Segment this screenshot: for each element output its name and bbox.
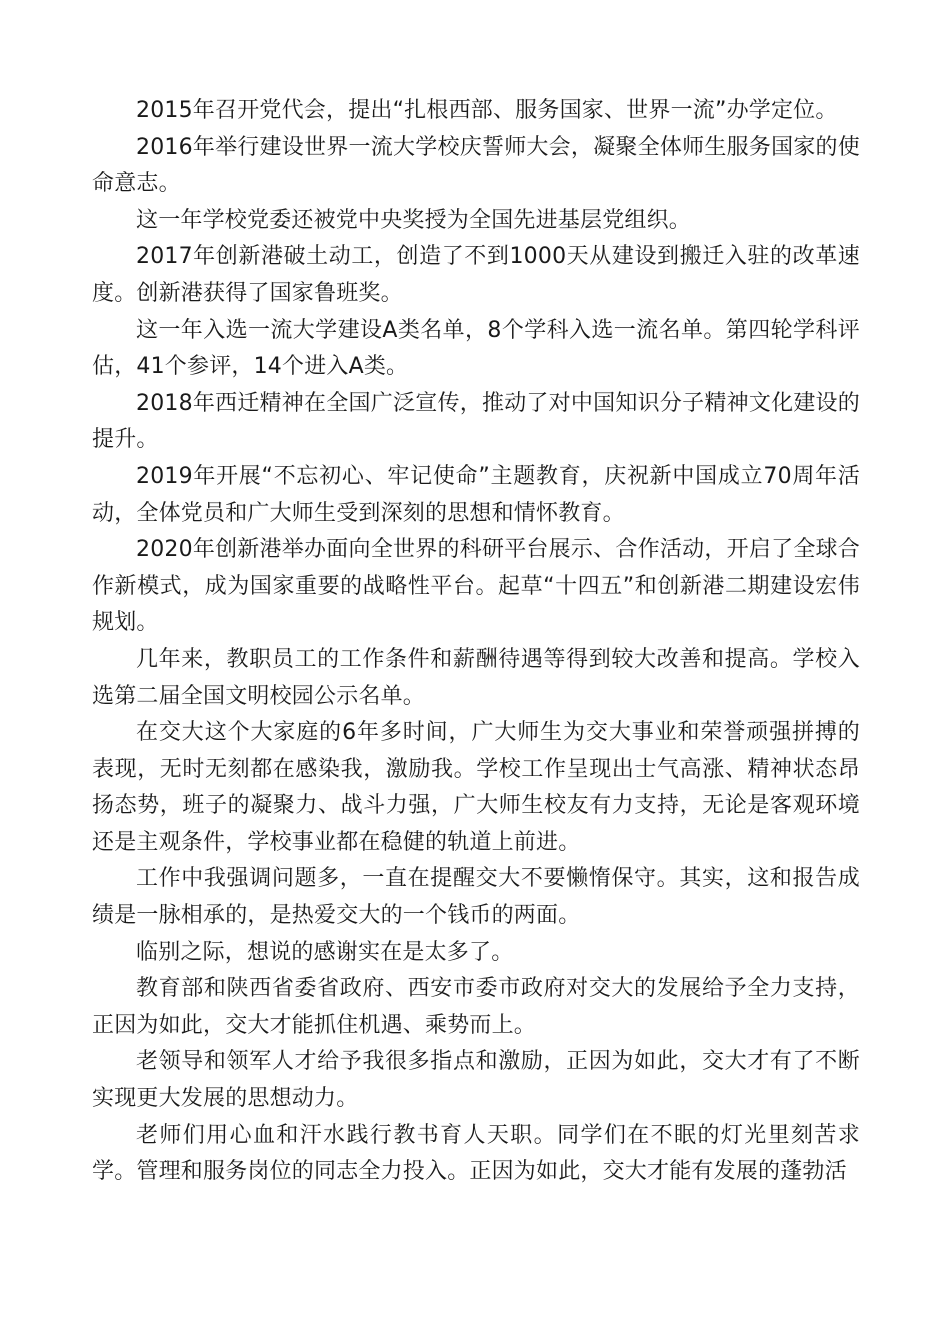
paragraph: 在交大这个大家庭的6年多时间，广大师生为交大事业和荣誉顽强拼搏的表现，无时无刻都在感染我，激励我。学校工作呈现出士气高涨、精神状态昂扬态势，班子的凝聚力、战斗力强，广大师生校友有力支持，无论是客观环境还是主观条件，学校事业都在稳健的轨道上前进。 [92,720,860,855]
paragraph: 2017年创新港破土动工，创造了不到1000天从建设到搬迁入驻的改革速度。创新港获得了国家鲁班奖。 [92,244,860,306]
paragraph: 2019年开展“不忘初心、牢记使命”主题教育，庆祝新中国成立70周年活动，全体党员和广大师生受到深刻的思想和情怀教育。 [92,463,860,526]
document-page [92,93,860,1191]
paragraph: 几年来，教职员工的工作条件和薪酬待遇等得到较大改善和提高。学校入选第二届全国文明校园公示名单。 [92,646,860,709]
paragraph: 这一年入选一流大学建设A类名单，8个学科入选一流名单。第四轮学科评估，41个参评，14个进入A类。 [92,317,860,380]
paragraph: 2015年召开党代会，提出“扎根西部、服务国家、世界一流”办学定位。 [136,98,838,123]
paragraph: 2020年创新港举办面向全世界的科研平台展示、合作活动，开启了全球合作新模式，成为国家重要的战略性平台。起草“十四五”和创新港二期建设宏伟规划。 [92,537,860,636]
paragraph: 工作中我强调问题多，一直在提醒交大不要懒惰保守。其实，这和报告成绩是一脉相承的，是热爱交大的一个钱币的两面。 [92,866,860,929]
paragraph: 这一年学校党委还被党中央奖授为全国先进基层党组织。 [136,207,692,233]
paragraph: 教育部和陕西省委省政府、西安市委市政府对交大的发展给予全力支持，正因为如此，交大才能抓住机遇、乘势而上。 [92,976,860,1038]
paragraph: 临别之际，想说的感谢实在是太多了。 [136,939,514,965]
paragraph: 老领导和领军人才给予我很多指点和激励，正因为如此，交大才有了不断实现更大发展的思想动力。 [92,1049,860,1112]
paragraph: 2016年举行建设世界一流大学校庆誓师大会，凝聚全体师生服务国家的使命意志。 [92,134,860,197]
paragraph: 老师们用心血和汗水践行教书育人天职。同学们在不眠的灯光里刻苦求学。管理和服务岗位的同志全力投入。正因为如此，交大才能有发展的蓬勃活 [92,1122,860,1185]
paragraph: 2018年西迁精神在全国广泛宣传，推动了对中国知识分子精神文化建设的提升。 [92,390,860,453]
